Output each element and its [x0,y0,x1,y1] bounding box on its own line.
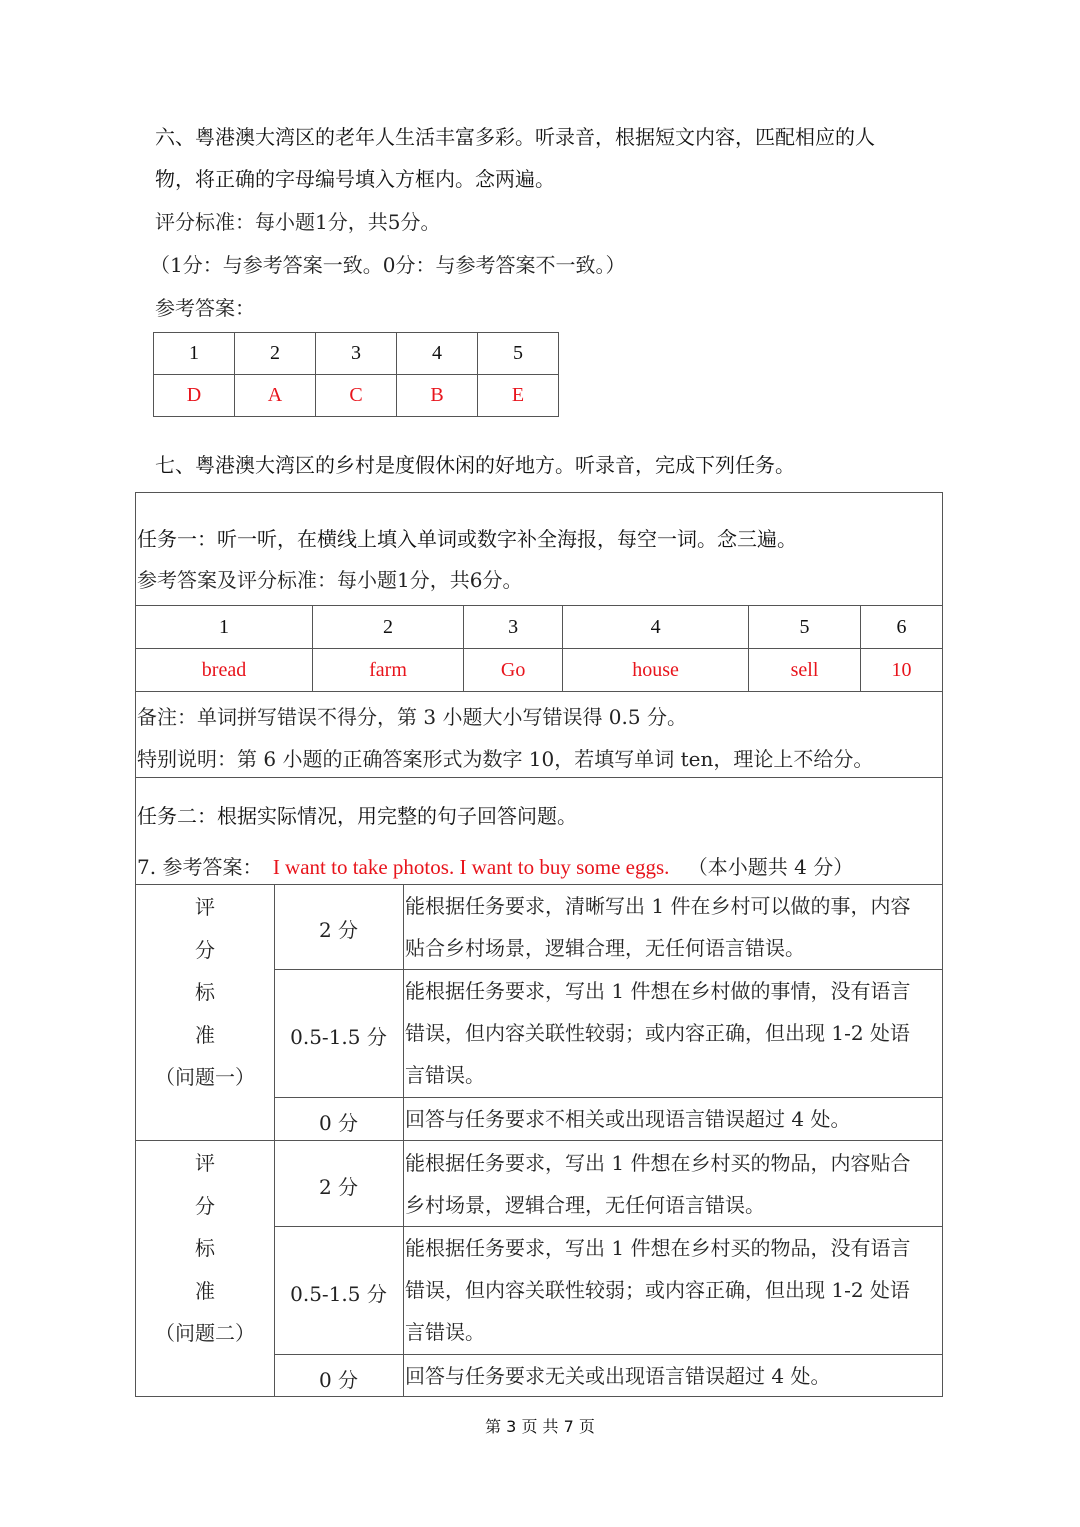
question-number: 6 [861,606,943,649]
answer-cell: C [316,375,397,417]
criteria-line: 贴合乡村场景，逻辑合理，无任何语言错误。 [405,936,805,960]
score-cell: 0 分 [318,1368,359,1392]
criteria-line: 能根据任务要求，写出 1 件想在乡村买的物品，内容贴合 [405,1151,911,1175]
criteria-cell [405,1227,945,1353]
question-number: 4 [397,333,478,375]
criteria-line: 能根据任务要求，清晰写出 1 件在乡村可以做的事，内容 [405,894,911,918]
answer-cell: sell [748,649,860,692]
criteria-line: 错误，但内容关联性较弱；或内容正确，但出现 1-2 处语 [405,1278,910,1302]
rubric-label-char: 准 [195,1278,215,1303]
answer-cell: Go [464,649,563,692]
section6-scoring: 评分标准：每小题1分，共5分。 [155,210,441,234]
answer-cell: house [563,649,749,692]
rubric2-label [136,1142,274,1355]
question-number: 1 [136,606,313,649]
table-row [136,606,943,649]
criteria-cell [405,970,945,1096]
criteria-line: 回答与任务要求无关或出现语言错误超过 4 处。 [405,1364,831,1388]
criteria-cell [405,1142,945,1226]
task1-scoring: 参考答案及评分标准：每小题1分，共6分。 [137,568,523,592]
answer-cell: E [478,375,559,417]
rubric-label-char: 评 [195,1151,215,1175]
answer-cell: D [154,375,235,417]
criteria-cell [405,885,945,969]
table-row [136,649,943,692]
question-number: 2 [312,606,463,649]
rubric-label-char: （问题一） [155,1065,255,1089]
criteria-line: 乡村场景，逻辑合理，无任何语言错误。 [405,1193,765,1217]
q7-answer-line [137,851,853,880]
criteria-line: 言错误。 [405,1320,485,1344]
divider [135,1140,943,1141]
task1-title: 任务一：听一听，在横线上填入单词或数字补全海报，每空一词。念三遍。 [137,527,797,551]
section6-answer-label: 参考答案： [155,296,255,320]
q7-prefix: 7. 参考答案： [137,855,263,879]
answer-cell: B [397,375,478,417]
answer-cell: 10 [861,649,943,692]
score-cell: 2 分 [318,1175,359,1199]
section6-answer-table [153,332,559,417]
section6-title-line1: 六、粤港澳大湾区的老年人生活丰富多彩。听录音，根据短文内容，匹配相应的人 [155,125,875,149]
answer-cell: farm [312,649,463,692]
rubric-label-char: 标 [195,1236,215,1260]
score-cell: 2 分 [318,918,359,942]
rubric1-label [136,886,274,1099]
criteria-line: 错误，但内容关联性较弱；或内容正确，但出现 1-2 处语 [405,1021,910,1045]
score-cell: 0 分 [318,1111,359,1135]
answer-cell: bread [136,649,313,692]
criteria-line: 能根据任务要求，写出 1 件想在乡村做的事情，没有语言 [405,979,911,1003]
rubric-label-char: 分 [195,1193,215,1218]
task1-special-note: 特别说明：第 6 小题的正确答案形式为数字 10，若填写单词 ten，理论上不给分。 [137,747,874,771]
question-number: 5 [748,606,860,649]
question-number: 2 [235,333,316,375]
page-number: 第 3 页 共 7 页 [485,1417,595,1436]
rubric-label-char: 评 [195,895,215,919]
question-number: 3 [316,333,397,375]
task2-title: 任务二：根据实际情况，用完整的句子回答问题。 [137,804,577,828]
q7-answer: I want to take photos. I want to buy some eggs. [272,855,670,879]
question-number: 3 [464,606,563,649]
question-number: 4 [563,606,749,649]
score-cell: 0.5-1.5 分 [290,1025,387,1049]
table-row [154,375,559,417]
criteria-line: 回答与任务要求不相关或出现语言错误超过 4 处。 [405,1107,851,1131]
rubric-label-char: 准 [195,1022,215,1047]
rubric-label-char: 标 [195,980,215,1004]
rubric-label-char: 分 [195,937,215,962]
q7-points: （本小题共 4 分） [687,855,854,879]
section6-title-line2: 物，将正确的字母编号填入方框内。念两遍。 [155,167,555,191]
criteria-line: 能根据任务要求，写出 1 件想在乡村买的物品，没有语言 [405,1236,911,1260]
section6-scoring-note: （1分：与参考答案一致。0分：与参考答案不一致。） [150,253,626,277]
section7-title: 七、粤港澳大湾区的乡村是度假休闲的好地方。听录音，完成下列任务。 [155,453,795,477]
rubric-label-char: （问题二） [155,1321,255,1345]
task1-answer-table [135,605,943,692]
task1-note: 备注：单词拼写错误不得分，第 3 小题大小写错误得 0.5 分。 [137,705,687,729]
table-row [154,333,559,375]
criteria-cell [405,1355,945,1397]
question-number: 5 [478,333,559,375]
criteria-cell [405,1098,945,1140]
question-number: 1 [154,333,235,375]
divider [135,777,943,778]
score-cell: 0.5-1.5 分 [290,1282,387,1306]
criteria-line: 言错误。 [405,1063,485,1087]
answer-cell: A [235,375,316,417]
